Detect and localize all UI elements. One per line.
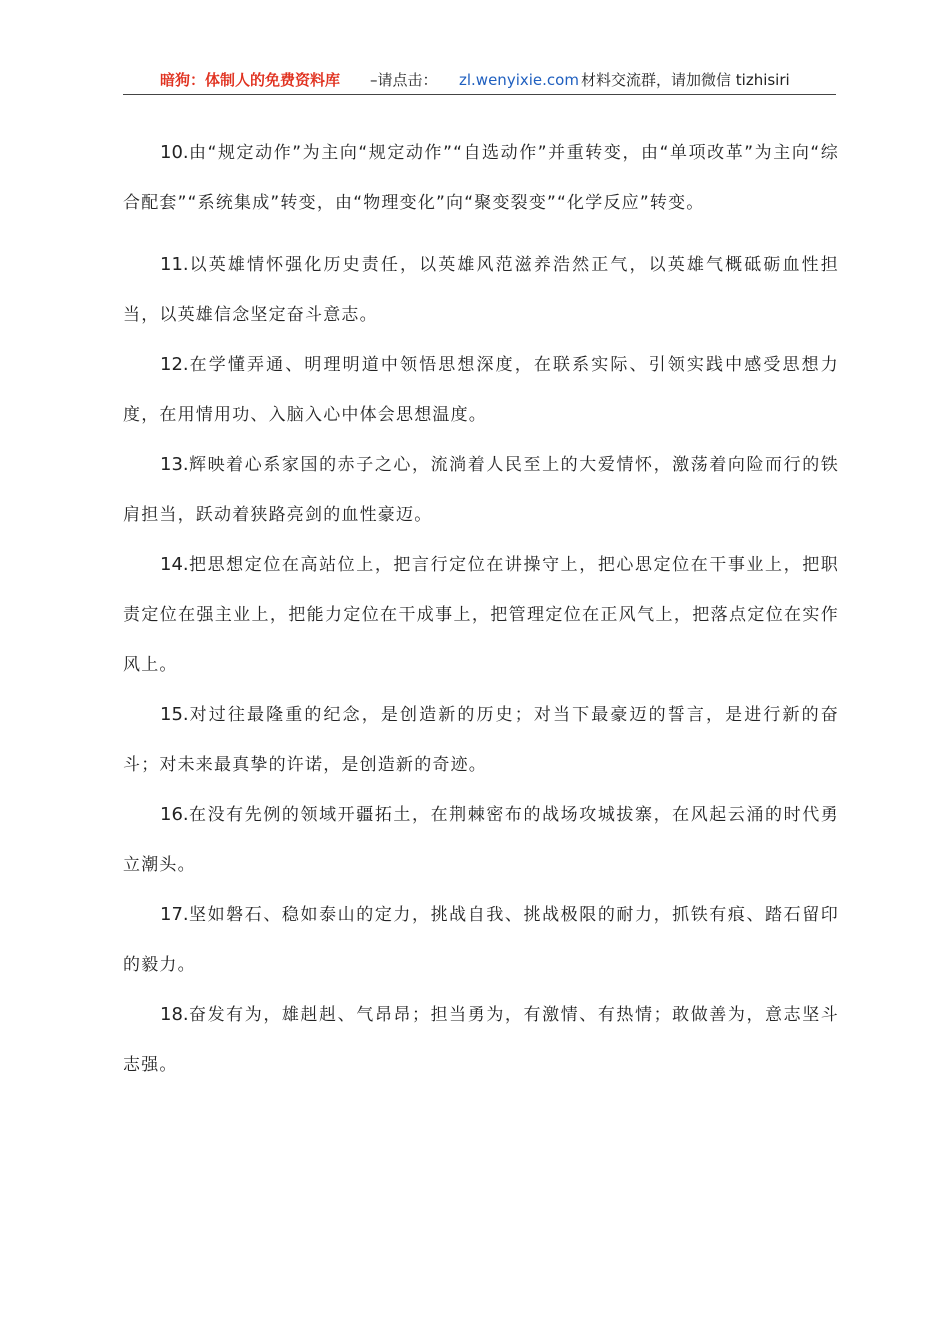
paragraph-number: 11. (160, 254, 189, 275)
header-url-link[interactable]: zl.wenyixie.com (459, 71, 579, 89)
paragraph-number: 14. (160, 554, 189, 575)
paragraph-16 (123, 790, 839, 890)
page-header (123, 70, 836, 94)
paragraph-15 (123, 690, 839, 790)
paragraph-number: 16. (160, 804, 189, 825)
paragraph-number: 18. (160, 1004, 189, 1025)
paragraph-text: 在学懂弄通、明理明道中领悟思想深度，在联系实际、引领实践中感受思想力度，在用情用功、入脑入心中体会思想温度。 (123, 355, 839, 425)
paragraph-text: 把思想定位在高站位上，把言行定位在讲操守上，把心思定位在干事业上，把职责定位在强主业上，把能力定位在干成事上，把管理定位在正风气上，把落点定位在实作风上。 (123, 555, 839, 675)
header-group-info: 材料交流群，请加微信 tizhisiri (581, 71, 790, 89)
header-prompt: –请点击： (370, 71, 438, 89)
paragraph-18 (123, 990, 839, 1090)
paragraph-number: 12. (160, 354, 189, 375)
header-brand: 暗狗：体制人的免费资料库 (160, 71, 341, 89)
paragraph-14 (123, 540, 839, 690)
paragraph-12 (123, 340, 839, 440)
paragraph-13 (123, 440, 839, 540)
paragraph-text: 由“规定动作”为主向“规定动作”“自选动作”并重转变，由“单项改革”为主向“综合配套”“系统集成”转变，由“物理变化”向“聚变裂变”“化学反应”转变。 (123, 143, 839, 213)
paragraph-10 (123, 128, 839, 228)
paragraph-17 (123, 890, 839, 990)
paragraph-number: 17. (160, 904, 189, 925)
paragraph-text: 以英雄情怀强化历史责任，以英雄风范滋养浩然正气，以英雄气概砥砺血性担当，以英雄信念坚定奋斗意志。 (123, 255, 839, 325)
paragraph-number: 13. (160, 454, 189, 475)
paragraph-text: 辉映着心系家国的赤子之心，流淌着人民至上的大爱情怀，激荡着向险而行的铁肩担当，跃动着狭路亮剑的血性豪迈。 (123, 455, 839, 525)
paragraph-text: 对过往最隆重的纪念，是创造新的历史；对当下最豪迈的誓言，是进行新的奋斗；对未来最真挚的许诺，是创造新的奇迹。 (123, 705, 839, 775)
document-body (123, 128, 839, 1090)
header-divider (123, 94, 836, 95)
paragraph-11 (123, 240, 839, 340)
paragraph-text: 坚如磐石、稳如泰山的定力，挑战自我、挑战极限的耐力，抓铁有痕、踏石留印的毅力。 (123, 905, 839, 975)
paragraph-text: 在没有先例的领域开疆拓土，在荆棘密布的战场攻城拔寨，在风起云涌的时代勇立潮头。 (123, 805, 839, 875)
paragraph-number: 15. (160, 704, 189, 725)
paragraph-text: 奋发有为，雄赳赳、气昂昂；担当勇为，有激情、有热情；敢做善为，意志坚斗志强。 (123, 1005, 839, 1075)
paragraph-number: 10. (160, 142, 189, 163)
